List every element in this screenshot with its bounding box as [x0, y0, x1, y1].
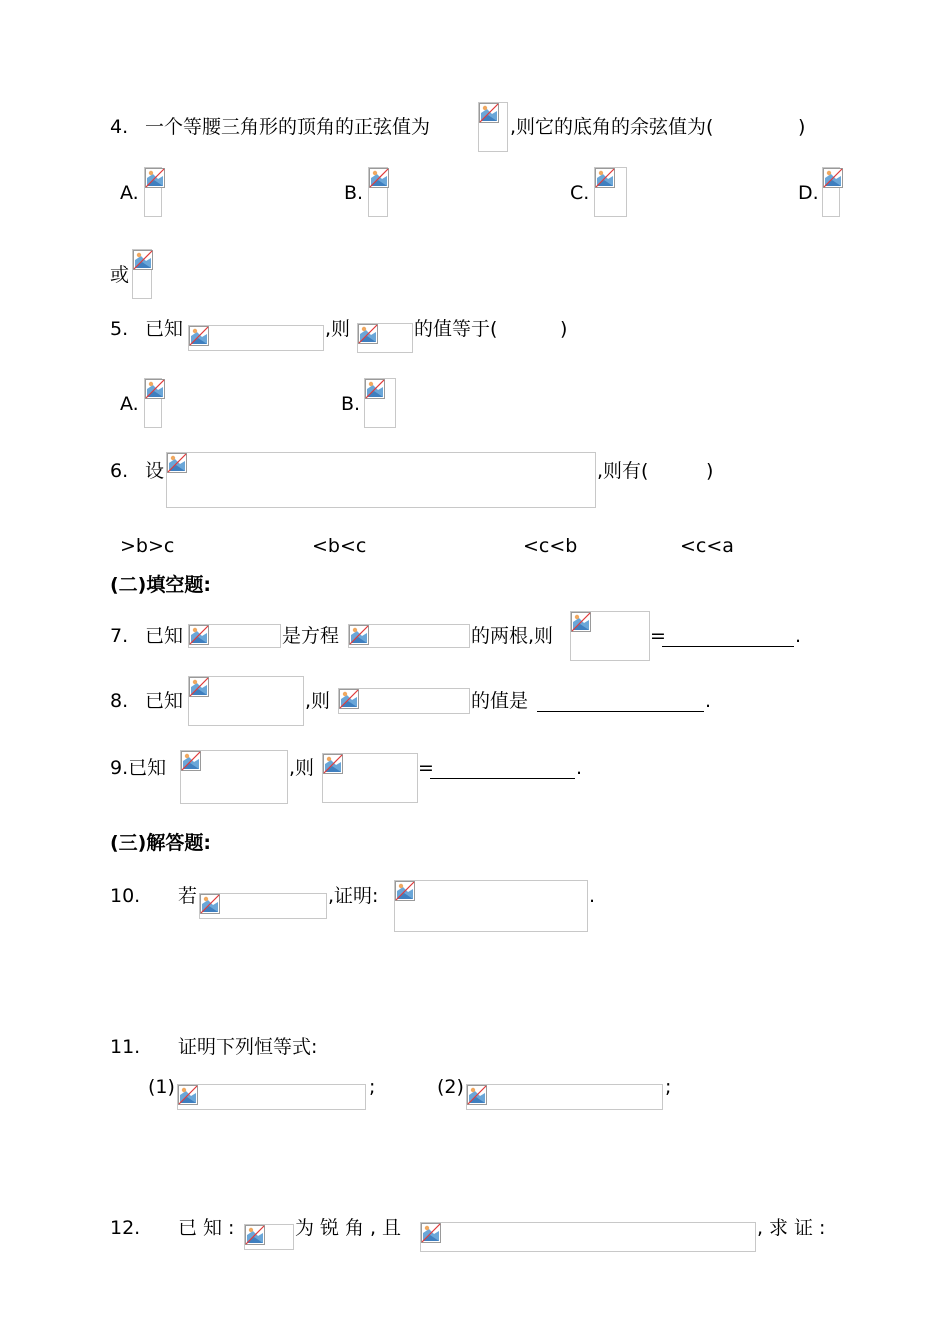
broken-image-icon	[365, 379, 385, 399]
section-heading-answer: (三)解答题:	[110, 832, 211, 854]
q9-equals: =	[418, 757, 434, 779]
q11-semicolon-1: ;	[369, 1076, 376, 1098]
formula-image	[594, 167, 627, 217]
answer-blank[interactable]	[662, 646, 794, 647]
q4-option-a: A.	[120, 182, 139, 204]
q4-number: 4.	[110, 116, 129, 138]
q7-number: 7.	[110, 625, 129, 647]
broken-image-icon	[245, 1225, 265, 1245]
q9-label: 9.已知	[110, 757, 167, 779]
q7-period: .	[795, 625, 802, 647]
q12-text-cont: 为锐角,且	[295, 1217, 408, 1239]
q5-option-a: A.	[120, 393, 139, 415]
broken-image-icon	[167, 453, 187, 473]
broken-image-icon	[595, 168, 615, 188]
q4-or: 或	[110, 264, 130, 286]
formula-image	[199, 893, 327, 919]
formula-image	[144, 378, 162, 428]
q4-text-cont: ,则它的底角的余弦值为(	[510, 116, 714, 138]
broken-image-icon	[323, 754, 343, 774]
q10-text: 若	[178, 885, 198, 907]
q6-option-c: <c<b	[523, 535, 578, 557]
broken-image-icon	[479, 103, 499, 123]
q5-text-cont2: 的值等于(	[414, 318, 498, 340]
formula-image	[420, 1222, 756, 1252]
q7-text-cont: 是方程	[282, 625, 340, 647]
q6-text-cont: ,则有(	[597, 460, 649, 482]
q5-number: 5.	[110, 318, 129, 340]
formula-image	[338, 688, 470, 714]
q10-text-cont: ,证明:	[328, 885, 379, 907]
q8-number: 8.	[110, 690, 129, 712]
formula-image	[364, 378, 396, 428]
broken-image-icon	[369, 168, 389, 188]
q8-period: .	[705, 690, 712, 712]
q5-text-cont: ,则	[325, 318, 351, 340]
q7-text-cont2: 的两根,则	[471, 625, 554, 647]
broken-image-icon	[189, 326, 209, 346]
q6-paren-close: )	[706, 460, 714, 482]
broken-image-icon	[571, 612, 591, 632]
q5-option-b: B.	[341, 393, 361, 415]
formula-image	[394, 880, 588, 932]
broken-image-icon	[339, 689, 359, 709]
broken-image-icon	[349, 625, 369, 645]
q8-text: 已知	[145, 690, 184, 712]
broken-image-icon	[200, 894, 220, 914]
broken-image-icon	[189, 625, 209, 645]
broken-image-icon	[145, 168, 165, 188]
broken-image-icon	[358, 324, 378, 344]
q12-text: 已知:	[178, 1217, 241, 1239]
formula-image	[357, 323, 413, 353]
q7-text: 已知	[145, 625, 184, 647]
q6-number: 6.	[110, 460, 129, 482]
q11-number: 11.	[110, 1036, 141, 1058]
broken-image-icon	[467, 1085, 487, 1105]
formula-image	[188, 676, 304, 726]
q4-option-c: C.	[570, 182, 590, 204]
broken-image-icon	[823, 168, 843, 188]
answer-blank[interactable]	[430, 778, 575, 779]
formula-image	[180, 750, 288, 804]
q8-text-cont2: 的值是	[471, 690, 529, 712]
broken-image-icon	[145, 379, 165, 399]
broken-image-icon	[181, 751, 201, 771]
answer-blank[interactable]	[537, 711, 704, 712]
broken-image-icon	[395, 881, 415, 901]
broken-image-icon	[421, 1223, 441, 1243]
q12-text-cont2: ,求证:	[757, 1217, 832, 1239]
formula-image	[177, 1084, 366, 1110]
q6-text: 设	[145, 460, 165, 482]
q10-period: .	[589, 885, 596, 907]
q6-option-b: <b<c	[312, 535, 367, 557]
formula-image	[478, 102, 508, 152]
formula-image	[822, 167, 840, 217]
q8-text-cont: ,则	[305, 690, 331, 712]
formula-image	[132, 249, 152, 299]
q6-option-a: >b>c	[120, 535, 175, 557]
q4-text: 一个等腰三角形的顶角的正弦值为	[145, 116, 431, 138]
q10-number: 10.	[110, 885, 141, 907]
q4-paren-close: )	[798, 116, 806, 138]
broken-image-icon	[133, 250, 153, 270]
q4-option-b: B.	[344, 182, 364, 204]
formula-image	[322, 753, 418, 803]
q11-semicolon-2: ;	[665, 1076, 672, 1098]
q7-equals: =	[650, 625, 666, 647]
formula-image	[244, 1224, 294, 1250]
q5-paren-close: )	[560, 318, 568, 340]
formula-image	[570, 611, 650, 661]
q6-option-d: <c<a	[680, 535, 734, 557]
q12-number: 12.	[110, 1217, 141, 1239]
q11-sub1-label: (1)	[148, 1076, 175, 1098]
broken-image-icon	[178, 1085, 198, 1105]
formula-image	[166, 452, 596, 508]
formula-image	[188, 624, 281, 648]
formula-image	[144, 167, 162, 217]
broken-image-icon	[189, 677, 209, 697]
q9-period: .	[576, 757, 583, 779]
section-heading-fill-in: (二)填空题:	[110, 574, 211, 596]
q9-text-cont: ,则	[289, 757, 315, 779]
q11-text: 证明下列恒等式:	[178, 1036, 318, 1058]
q11-sub2-label: (2)	[437, 1076, 464, 1098]
q4-option-d: D.	[798, 182, 819, 204]
formula-image	[368, 167, 388, 217]
formula-image	[348, 624, 470, 648]
formula-image	[466, 1084, 663, 1110]
q5-text: 已知	[145, 318, 184, 340]
formula-image	[188, 325, 324, 351]
